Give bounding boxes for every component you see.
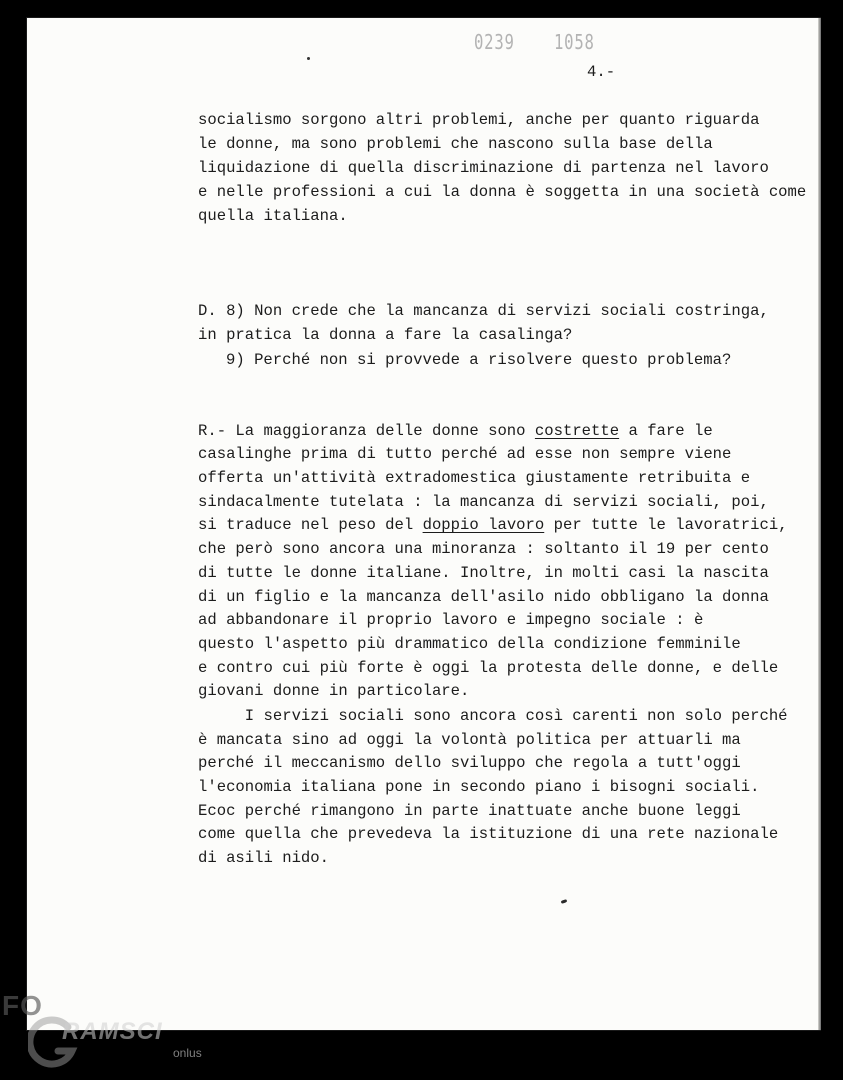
archive-stamp-left: 0239 — [474, 30, 515, 54]
question-line: in pratica la donna a fare la casalinga? — [198, 326, 573, 344]
text-line: liquidazione di quella discriminazione di partenza nel lavoro — [198, 159, 769, 177]
text-line: e nelle professioni a cui la donna è soggetta in una società come — [198, 183, 807, 201]
text-line: le donne, ma sono problemi che nascono sulla base della — [198, 135, 713, 153]
answer-text: R.- La maggioranza delle donne sono — [198, 422, 535, 440]
answer-line: e contro cui più forte è oggi la protesta delle donne, e delle — [198, 659, 779, 677]
text-line: I servizi sociali sono ancora così carenti non solo perché — [198, 707, 788, 725]
page-number: 4.- — [587, 63, 616, 81]
answer-line: questo l'aspetto più drammatico della condizione femminile — [198, 635, 741, 653]
underlined-phrase: doppio lavoro — [422, 516, 545, 534]
text-line: Ecoc perché rimangono in parte inattuate anche buone leggi — [198, 802, 741, 820]
answer-line: casalinghe prima di tutto perché ad esse non sempre viene — [198, 445, 732, 463]
underlined-word: costrette — [534, 422, 620, 440]
answer-text: per tutte le lavoratrici, — [544, 516, 788, 534]
watermark-text: FO — [2, 990, 43, 1021]
text-line: quella italiana. — [198, 207, 348, 225]
text-line: come quella che prevedeva la istituzione di una rete nazionale — [198, 825, 779, 843]
question-line: D. 8) Non crede che la mancanza di servizi sociali costringa, — [198, 302, 769, 320]
text-line: l'economia italiana pone in secondo piano i bisogni sociali. — [198, 778, 760, 796]
answer-text: a fare le — [619, 422, 713, 440]
foundation-watermark — [0, 985, 230, 1080]
text-line: perché il meccanismo dello sviluppo che regola a tutt'oggi — [198, 754, 741, 772]
archive-stamp-right: 1058 — [554, 30, 595, 54]
answer-line: offerta un'attività extradomestica giustamente retribuita e — [198, 469, 751, 487]
answer-line: di tutte le donne italiane. Inoltre, in molti casi la nascita — [198, 564, 769, 582]
paper-edge-shadow — [818, 18, 821, 1030]
text-line: di asili nido. — [198, 849, 330, 867]
text-line: socialismo sorgono altri problemi, anche per quanto riguarda — [198, 111, 760, 129]
ink-dot — [307, 57, 310, 60]
answer-line: di un figlio e la mancanza dell'asilo nido obbligano la donna — [198, 588, 769, 606]
answer-line — [198, 514, 788, 538]
answer-line: giovani donne in particolare. — [198, 682, 470, 700]
answer-line: sindacalmente tutelata : la mancanza di servizi sociali, poi, — [198, 493, 769, 511]
answer-line — [198, 420, 713, 444]
watermark-gramsci: RAMSCI — [62, 1018, 163, 1045]
question-line: 9) Perché non si provvede a risolvere questo problema? — [226, 351, 732, 369]
answer-text: si traduce nel peso del — [198, 516, 423, 534]
text-line: è mancata sino ad oggi la volontà politica per attuarli ma — [198, 731, 741, 749]
answer-line: che però sono ancora una minoranza : soltanto il 19 per cento — [198, 540, 769, 558]
answer-line: ad abbandonare il proprio lavoro e impegno sociale : è — [198, 611, 704, 629]
watermark-onlus: onlus — [173, 1046, 202, 1060]
